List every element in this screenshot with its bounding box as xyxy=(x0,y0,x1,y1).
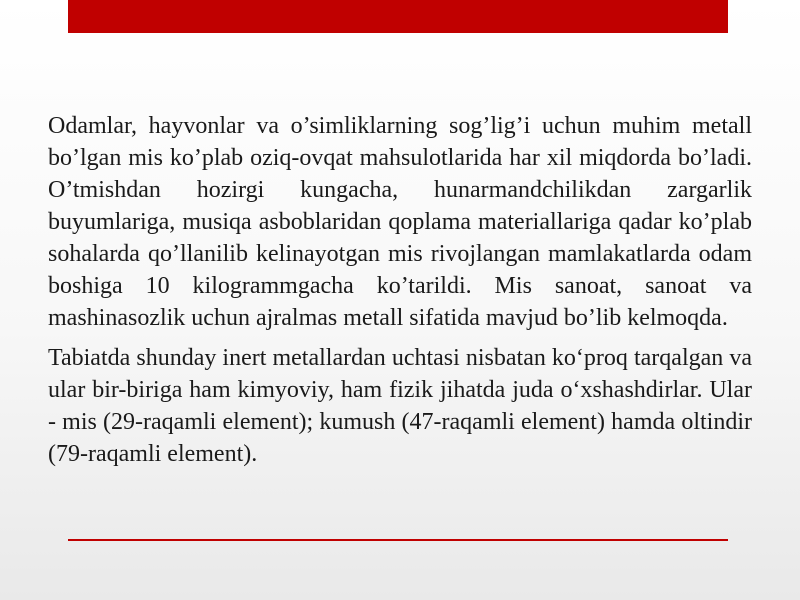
body-paragraph-1: Odamlar, hayvonlar va o’simliklarning sog’lig’i uchun muhim metall bo’lgan mis ko’plab oziq-ovqat mahsulotlarida har xil miqdorda bo’ladi. O’tmishdan hozirgi kungacha, hunarmandchilikdan zargarlik buyumlariga, musiqa asboblaridan qoplama materiallariga qadar ko’plab sohalarda qo’llanilib kelinayotgan mis rivojlangan mamlakatlarda odam boshiga 10 kilogrammgacha ko’tarildi. Mis sanoat, sanoat va mashinasozlik uchun ajralmas metall sifatida mavjud bo’lib kelmoqda. xyxy=(48,113,752,331)
body-paragraph-2: Tabiatda shunday inert metallardan uchtasi nisbatan ko‘proq tarqalgan va ular bir-biriga ham kimyoviy, ham fizik jihatda juda o‘xshashdirlar. Ular - mis (29-raqamli element); kumush (47-raqamli element) hamda oltindir (79-raqamli element). xyxy=(48,345,752,467)
slide-body xyxy=(48,110,752,470)
bottom-accent-line xyxy=(68,539,728,541)
top-accent-bar xyxy=(68,0,728,33)
